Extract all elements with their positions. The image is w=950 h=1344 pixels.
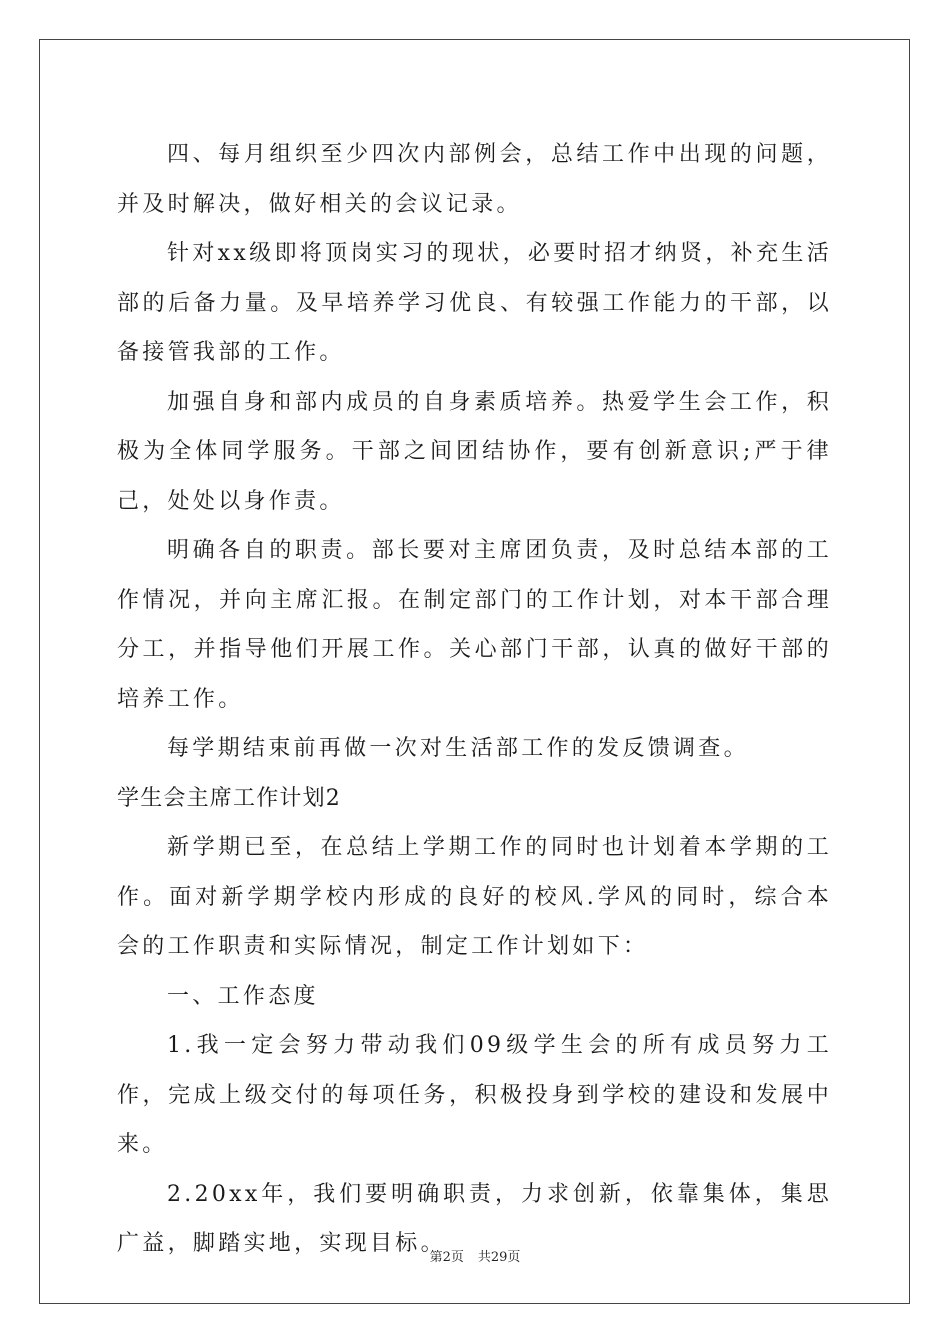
paragraph-item-2: 2.20xx年，我们要明确职责，力求创新，依靠集体，集思广益，脚踏实地，实现目标。 xyxy=(117,1181,832,1256)
paragraph-intro: 新学期已至，在总结上学期工作的同时也计划着本学期的工作。面对新学期学校内形成的良好的校风.学风的同时，综合本会的工作职责和实际情况，制定工作计划如下： xyxy=(117,835,832,959)
paragraph-recruitment: 针对xx级即将顶岗实习的现状，必要时招才纳贤，补充生活部的后备力量。及早培养学习优良、有较强工作能力的干部，以备接管我部的工作。 xyxy=(117,241,832,365)
paragraph-survey: 每学期结束前再做一次对生活部工作的发反馈调查。 xyxy=(167,736,749,761)
page-total: 共29页 xyxy=(477,1250,521,1265)
section-heading: 学生会主席工作计划2 xyxy=(117,785,341,811)
page-number: 第2页 xyxy=(429,1250,464,1265)
paragraph-item-1: 1.我一定会努力带动我们09级学生会的所有成员努力工作，完成上级交付的每项任务，积极投身到学校的建设和发展中来。 xyxy=(117,1033,832,1157)
paragraph-quality: 加强自身和部内成员的自身素质培养。热爱学生会工作，积极为全体同学服务。干部之间团结协作，要有创新意识;严于律己，处处以身作责。 xyxy=(117,389,832,514)
document-body xyxy=(117,130,832,1269)
subheading-attitude: 一、工作态度 xyxy=(167,983,319,1009)
page-footer xyxy=(0,1246,950,1265)
paragraph-meetings: 四、每月组织至少四次内部例会，总结工作中出现的问题，并及时解决，做好相关的会议记录。 xyxy=(117,142,832,217)
paragraph-responsibilities: 明确各自的职责。部长要对主席团负责，及时总结本部的工作情况，并向主席汇报。在制定部门的工作计划，对本干部合理分工，并指导他们开展工作。关心部门干部，认真的做好干部的培养工作。 xyxy=(117,538,832,712)
